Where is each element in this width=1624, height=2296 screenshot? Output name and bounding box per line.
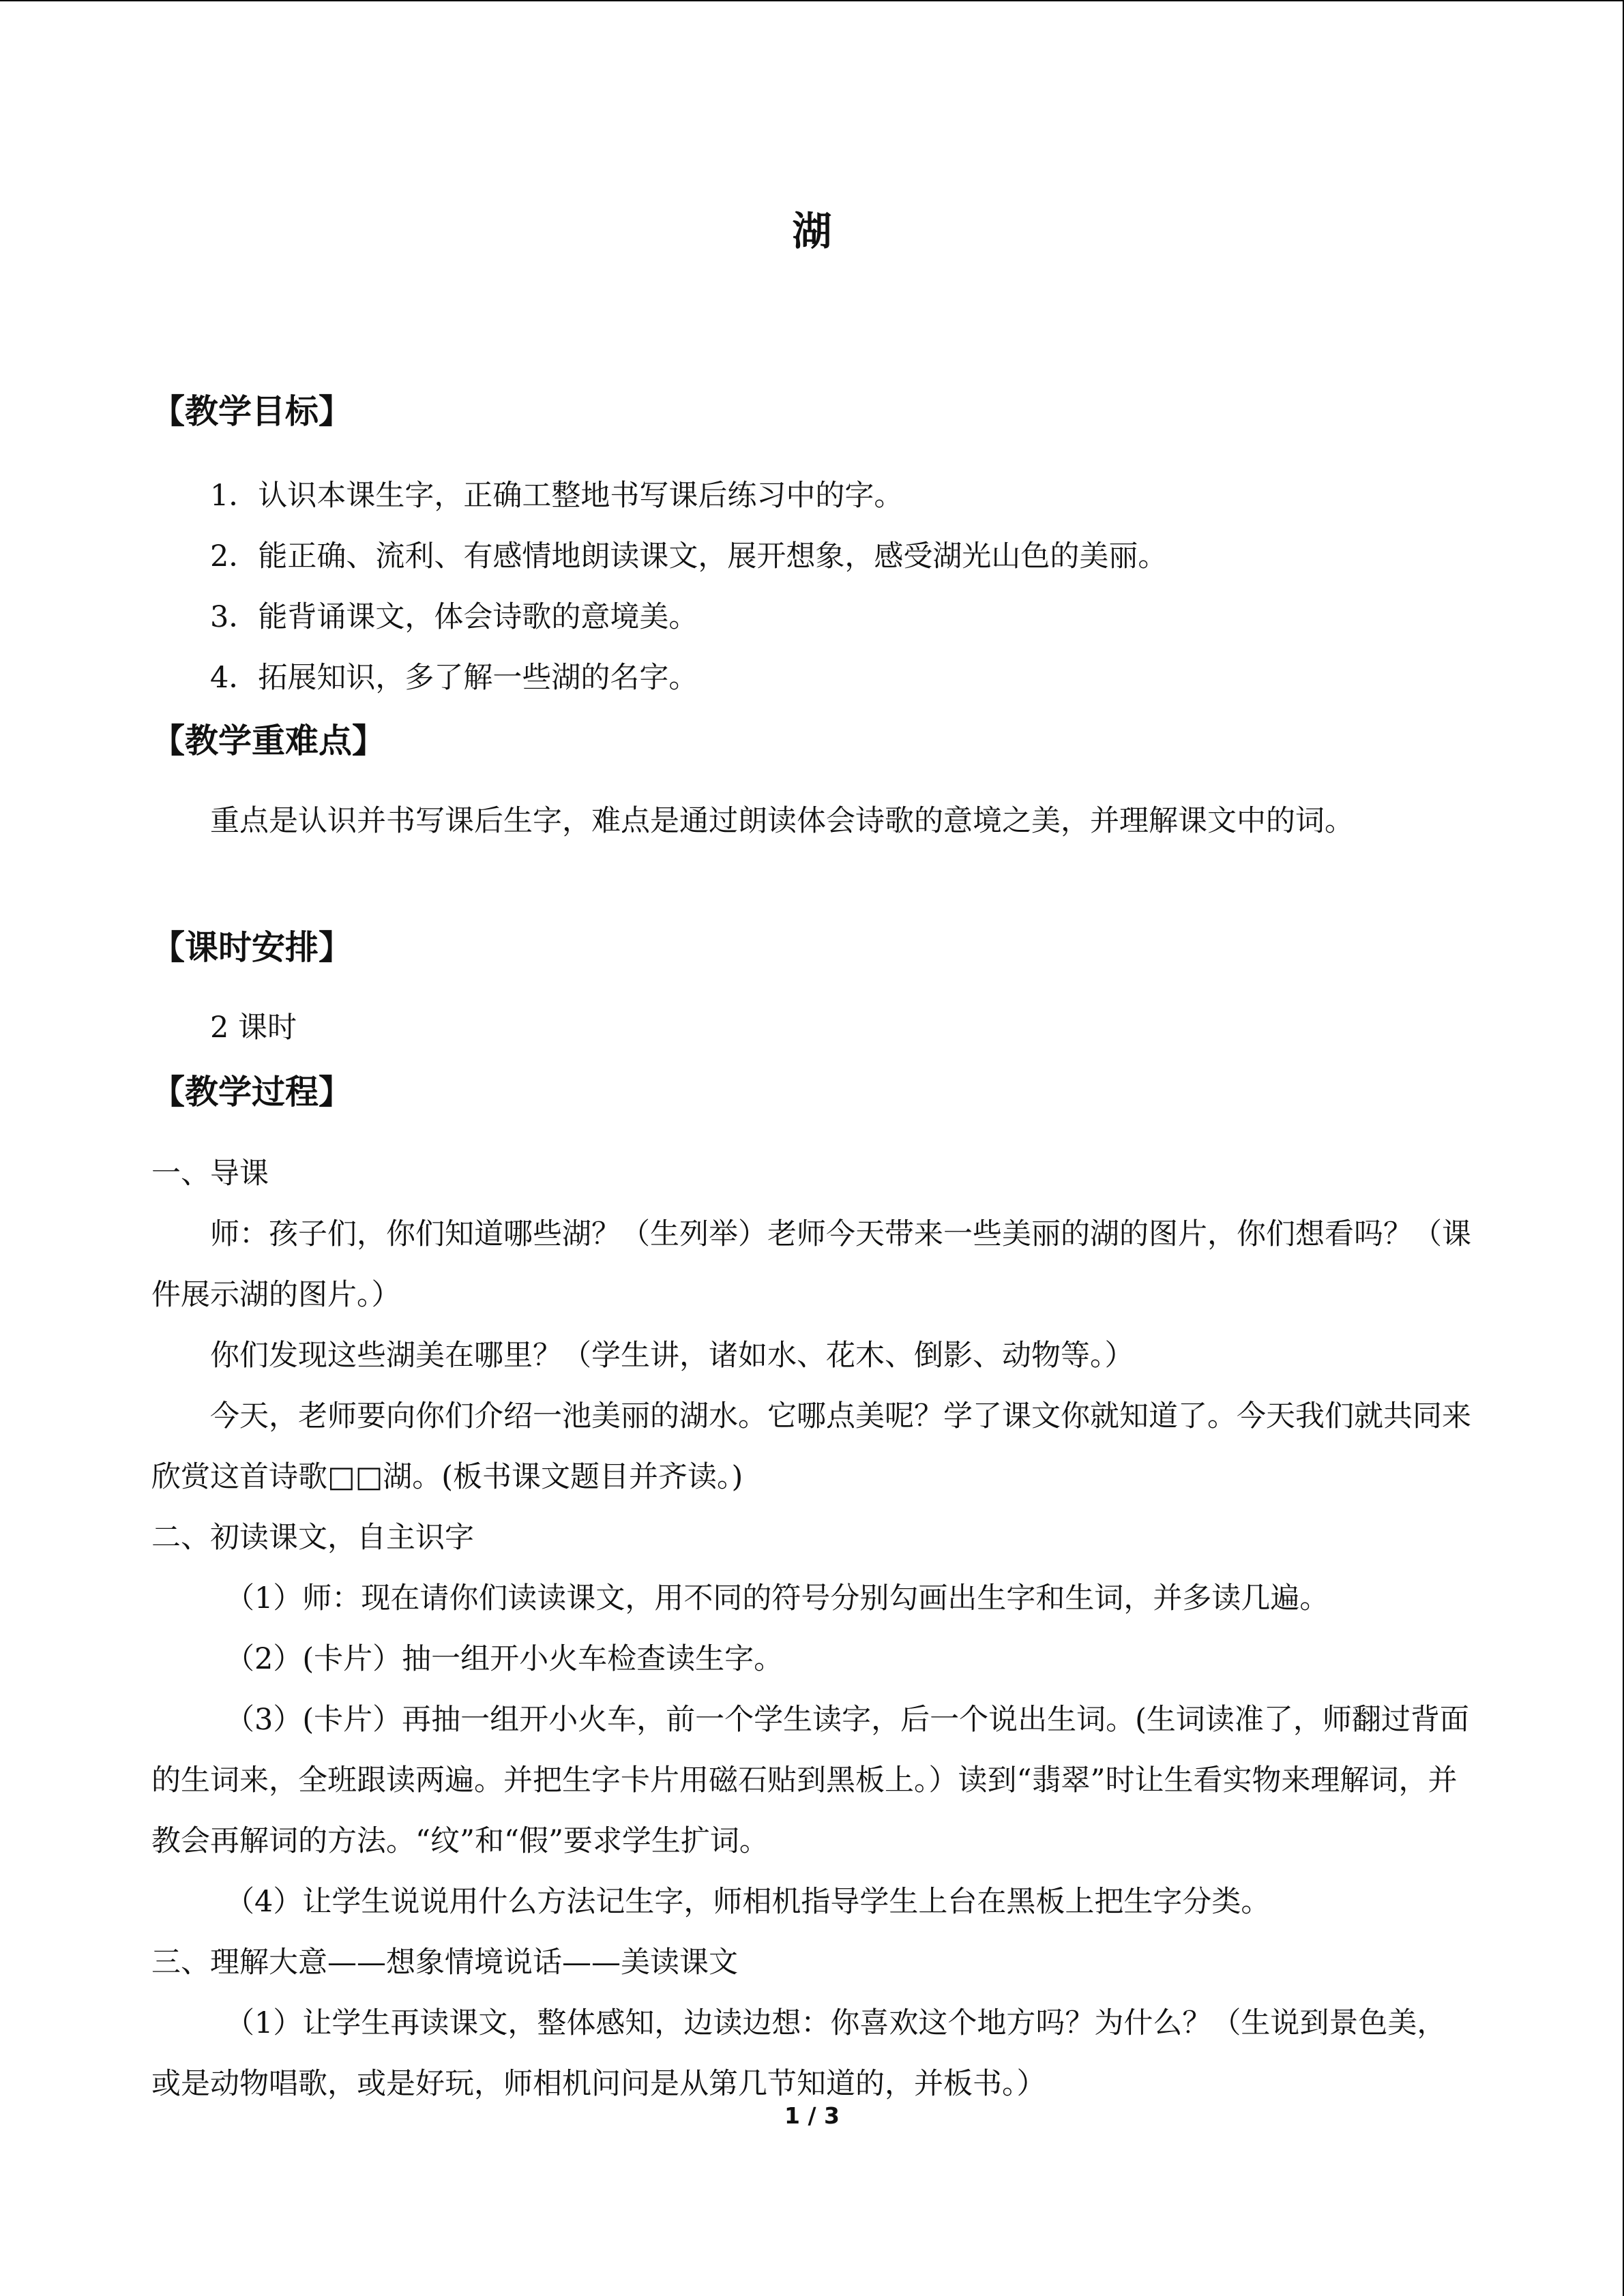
process-part1-paragraph-2: 你们发现这些湖美在哪里？（学生讲，诸如水、花木、倒影、动物等。） — [210, 1339, 1134, 1373]
page-number: 1 / 3 — [784, 2102, 840, 2129]
goal-item-3: 3．能背诵课文，体会诗歌的意境美。 — [210, 600, 698, 634]
process-part1-title: 一、导课 — [151, 1157, 269, 1191]
process-part2-item-3: （3）(卡片）再抽一组开小火车，前一个学生读字，后一个说出生词。(生词读准了，师翻过背面的生词来，全班跟读两遍。并把生字卡片用磁石贴到黑板上。）读到“翡翠”时让生看实物来理解词，并教会再解词的方法。“纹”和“假”要求学生扩词。 — [151, 1703, 1469, 1858]
process-part2-item-4: （4）让学生说说用什么方法记生字，师相机指导学生上台在黑板上把生字分类。 — [225, 1885, 1271, 1919]
goal-item-2: 2．能正确、流利、有感情地朗读课文，展开想象，感受湖光山色的美丽。 — [210, 539, 1168, 573]
heading-teaching-process: 【教学过程】 — [151, 1072, 353, 1112]
process-part2-item-2: （2）(卡片）抽一组开小火车检查读生字。 — [225, 1642, 784, 1676]
schedule-text: 2 课时 — [210, 1011, 297, 1045]
goal-item-4: 4．拓展知识，多了解一些湖的名字。 — [210, 661, 698, 695]
heading-teaching-goals: 【教学目标】 — [151, 391, 353, 431]
heading-schedule: 【课时安排】 — [151, 927, 353, 967]
process-part3-title: 三、理解大意——想象情境说话——美读课文 — [151, 1945, 738, 1980]
key-points-text: 重点是认识并书写课后生字，难点是通过朗读体会诗歌的意境之美，并理解课文中的词。 — [210, 804, 1354, 838]
process-part2-title: 二、初读课文，自主识字 — [151, 1521, 474, 1555]
process-part2-item-1: （1）师：现在请你们读读课文，用不同的符号分别勾画出生字和生词，并多读几遍。 — [225, 1581, 1329, 1615]
page-top-border — [0, 0, 1624, 1]
process-part1-paragraph-1: 师：孩子们，你们知道哪些湖？（生列举）老师今天带来一些美丽的湖的图片，你们想看吗？（课件展示湖的图片。） — [151, 1217, 1471, 1312]
process-part1-paragraph-3: 今天，老师要向你们介绍一池美丽的湖水。它哪点美呢？学了课文你就知道了。今天我们就共同来欣赏这首诗歌□□湖。(板书课文题目并齐读。) — [151, 1399, 1471, 1494]
document-title: 湖 — [792, 208, 832, 254]
heading-key-points: 【教学重难点】 — [151, 721, 386, 760]
goal-item-1: 1．认识本课生字，正确工整地书写课后练习中的字。 — [210, 479, 904, 513]
process-part3-item-1: （1）让学生再读课文，整体感知，边读边想：你喜欢这个地方吗？为什么？（生说到景色美，或是动物唱歌，或是好玩，师相机问问是从第几节知道的，并板书。） — [151, 2006, 1447, 2101]
